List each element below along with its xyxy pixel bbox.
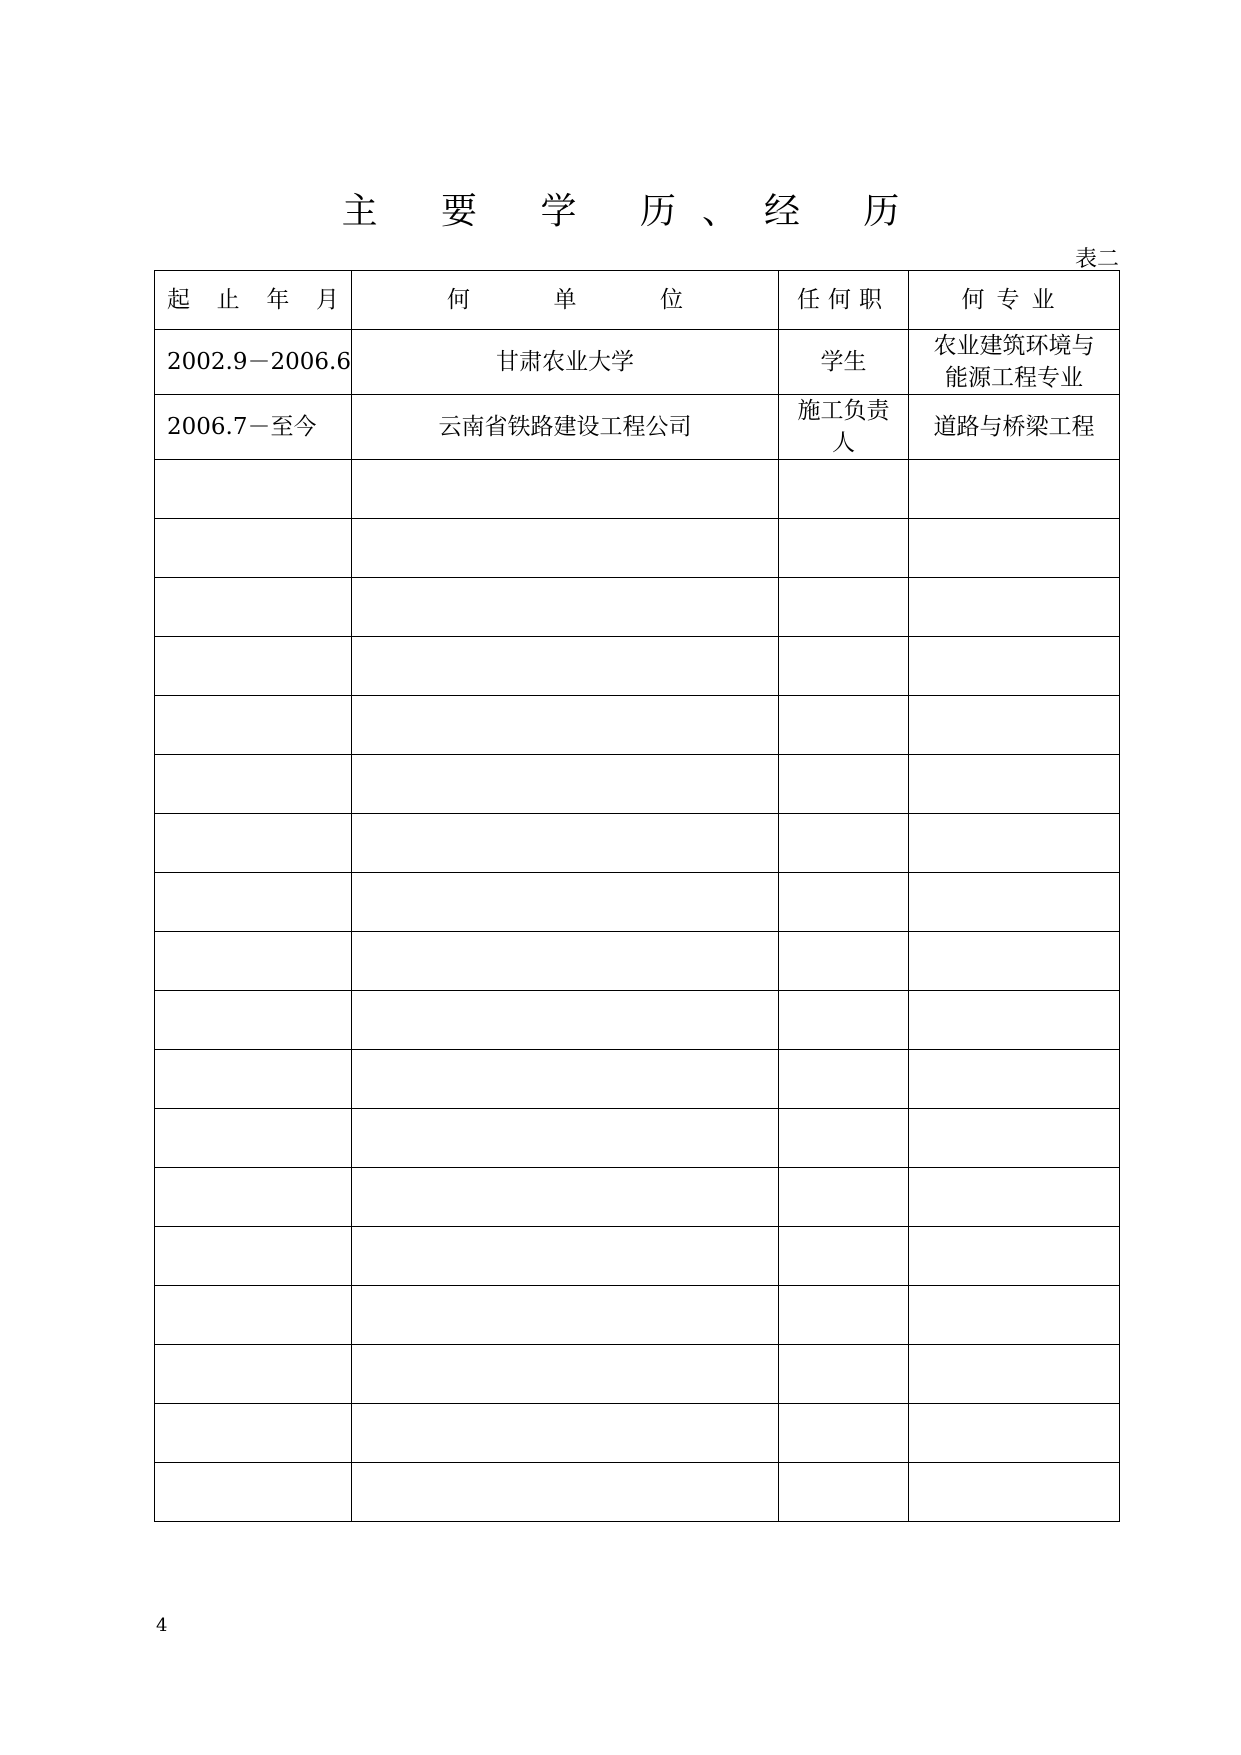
empty-cell [155, 1463, 352, 1522]
table-row-empty [155, 873, 1120, 932]
cell-dates: 2006.7－至今 [155, 395, 352, 460]
empty-cell [352, 873, 779, 932]
page-number: 4 [156, 1615, 168, 1636]
empty-cell [779, 873, 909, 932]
experience-table [154, 270, 1120, 1522]
empty-cell [155, 873, 352, 932]
empty-cell [155, 1345, 352, 1404]
empty-cell [352, 814, 779, 873]
table-row-empty [155, 637, 1120, 696]
table-row-empty [155, 814, 1120, 873]
table-row-empty [155, 519, 1120, 578]
empty-cell [352, 1168, 779, 1227]
empty-cell [155, 519, 352, 578]
empty-cell [352, 460, 779, 519]
table-header-row [155, 271, 1120, 330]
table-row-empty [155, 1168, 1120, 1227]
empty-cell [909, 1109, 1120, 1168]
cell-position [779, 395, 909, 460]
empty-cell [779, 637, 909, 696]
table-row [155, 395, 1120, 460]
empty-cell [779, 1463, 909, 1522]
page-title: 主 要 学 历、经 历 [341, 191, 926, 232]
empty-cell [779, 1168, 909, 1227]
empty-cell [155, 460, 352, 519]
header-dates-char: 起 [167, 287, 190, 313]
empty-cell [909, 1168, 1120, 1227]
cell-major [909, 330, 1120, 395]
empty-cell [909, 1463, 1120, 1522]
empty-cell [779, 1050, 909, 1109]
table-row-empty [155, 1463, 1120, 1522]
empty-cell [909, 519, 1120, 578]
table-row-empty [155, 1050, 1120, 1109]
empty-cell [909, 1345, 1120, 1404]
empty-cell [352, 932, 779, 991]
empty-cell [352, 1050, 779, 1109]
empty-cell [155, 814, 352, 873]
table-row-empty [155, 1404, 1120, 1463]
empty-cell [155, 578, 352, 637]
empty-cell [779, 1109, 909, 1168]
table-row-empty [155, 1345, 1120, 1404]
empty-cell [779, 519, 909, 578]
table-row-empty [155, 696, 1120, 755]
empty-cell [779, 696, 909, 755]
empty-cell [352, 1286, 779, 1345]
empty-cell [155, 932, 352, 991]
table-row-empty [155, 991, 1120, 1050]
empty-cell [779, 814, 909, 873]
cell-position-text: 施工负责人 [797, 398, 890, 456]
header-unit-char: 位 [660, 287, 683, 313]
cell-dates: 2002.9－2006.6 [155, 330, 352, 395]
table-row [155, 330, 1120, 395]
table-row-empty [155, 1227, 1120, 1286]
cell-major: 道路与桥梁工程 [909, 395, 1120, 460]
empty-cell [352, 1109, 779, 1168]
empty-cell [779, 1227, 909, 1286]
table-row-empty [155, 578, 1120, 637]
empty-cell [779, 1345, 909, 1404]
empty-cell [909, 460, 1120, 519]
empty-cell [779, 1286, 909, 1345]
empty-cell [909, 1227, 1120, 1286]
cell-position: 学生 [779, 330, 909, 395]
empty-cell [909, 1286, 1120, 1345]
empty-cell [779, 932, 909, 991]
header-unit-char: 何 [447, 287, 470, 313]
table-row-empty [155, 460, 1120, 519]
empty-cell [155, 696, 352, 755]
empty-cell [909, 932, 1120, 991]
empty-cell [155, 1109, 352, 1168]
empty-cell [779, 460, 909, 519]
empty-cell [909, 873, 1120, 932]
empty-cell [352, 696, 779, 755]
table-row-empty [155, 755, 1120, 814]
cell-unit: 甘肃农业大学 [352, 330, 779, 395]
cell-major-text: 农业建筑环境与能源工程专业 [933, 333, 1095, 391]
empty-cell [779, 991, 909, 1050]
empty-cell [352, 637, 779, 696]
empty-cell [909, 991, 1120, 1050]
table-number-label: 表二 [1074, 247, 1119, 272]
empty-cell [352, 519, 779, 578]
empty-cell [352, 1463, 779, 1522]
empty-cell [352, 1227, 779, 1286]
empty-cell [909, 814, 1120, 873]
empty-cell [352, 1345, 779, 1404]
empty-cell [155, 991, 352, 1050]
empty-cell [155, 755, 352, 814]
header-major: 何专业 [909, 271, 1120, 330]
empty-cell [909, 1404, 1120, 1463]
empty-cell [909, 1050, 1120, 1109]
header-unit-char: 单 [553, 287, 577, 313]
empty-cell [779, 578, 909, 637]
header-dates [155, 271, 352, 330]
empty-cell [155, 1050, 352, 1109]
empty-cell [909, 696, 1120, 755]
table-row-empty [155, 1286, 1120, 1345]
header-unit [352, 271, 779, 330]
empty-cell [155, 1286, 352, 1345]
empty-cell [909, 578, 1120, 637]
empty-cell [155, 637, 352, 696]
empty-cell [352, 1404, 779, 1463]
empty-cell [779, 755, 909, 814]
header-dates-char: 年 [266, 287, 290, 313]
empty-cell [909, 755, 1120, 814]
empty-cell [155, 1227, 352, 1286]
table-row-empty [155, 1109, 1120, 1168]
header-dates-char: 止 [216, 287, 240, 313]
empty-cell [155, 1168, 352, 1227]
cell-unit: 云南省铁路建设工程公司 [352, 395, 779, 460]
header-dates-char: 月 [315, 287, 339, 313]
empty-cell [909, 637, 1120, 696]
empty-cell [352, 991, 779, 1050]
table-row-empty [155, 932, 1120, 991]
empty-cell [352, 755, 779, 814]
empty-cell [155, 1404, 352, 1463]
empty-cell [352, 578, 779, 637]
empty-cell [779, 1404, 909, 1463]
header-position: 任何职 [779, 271, 909, 330]
